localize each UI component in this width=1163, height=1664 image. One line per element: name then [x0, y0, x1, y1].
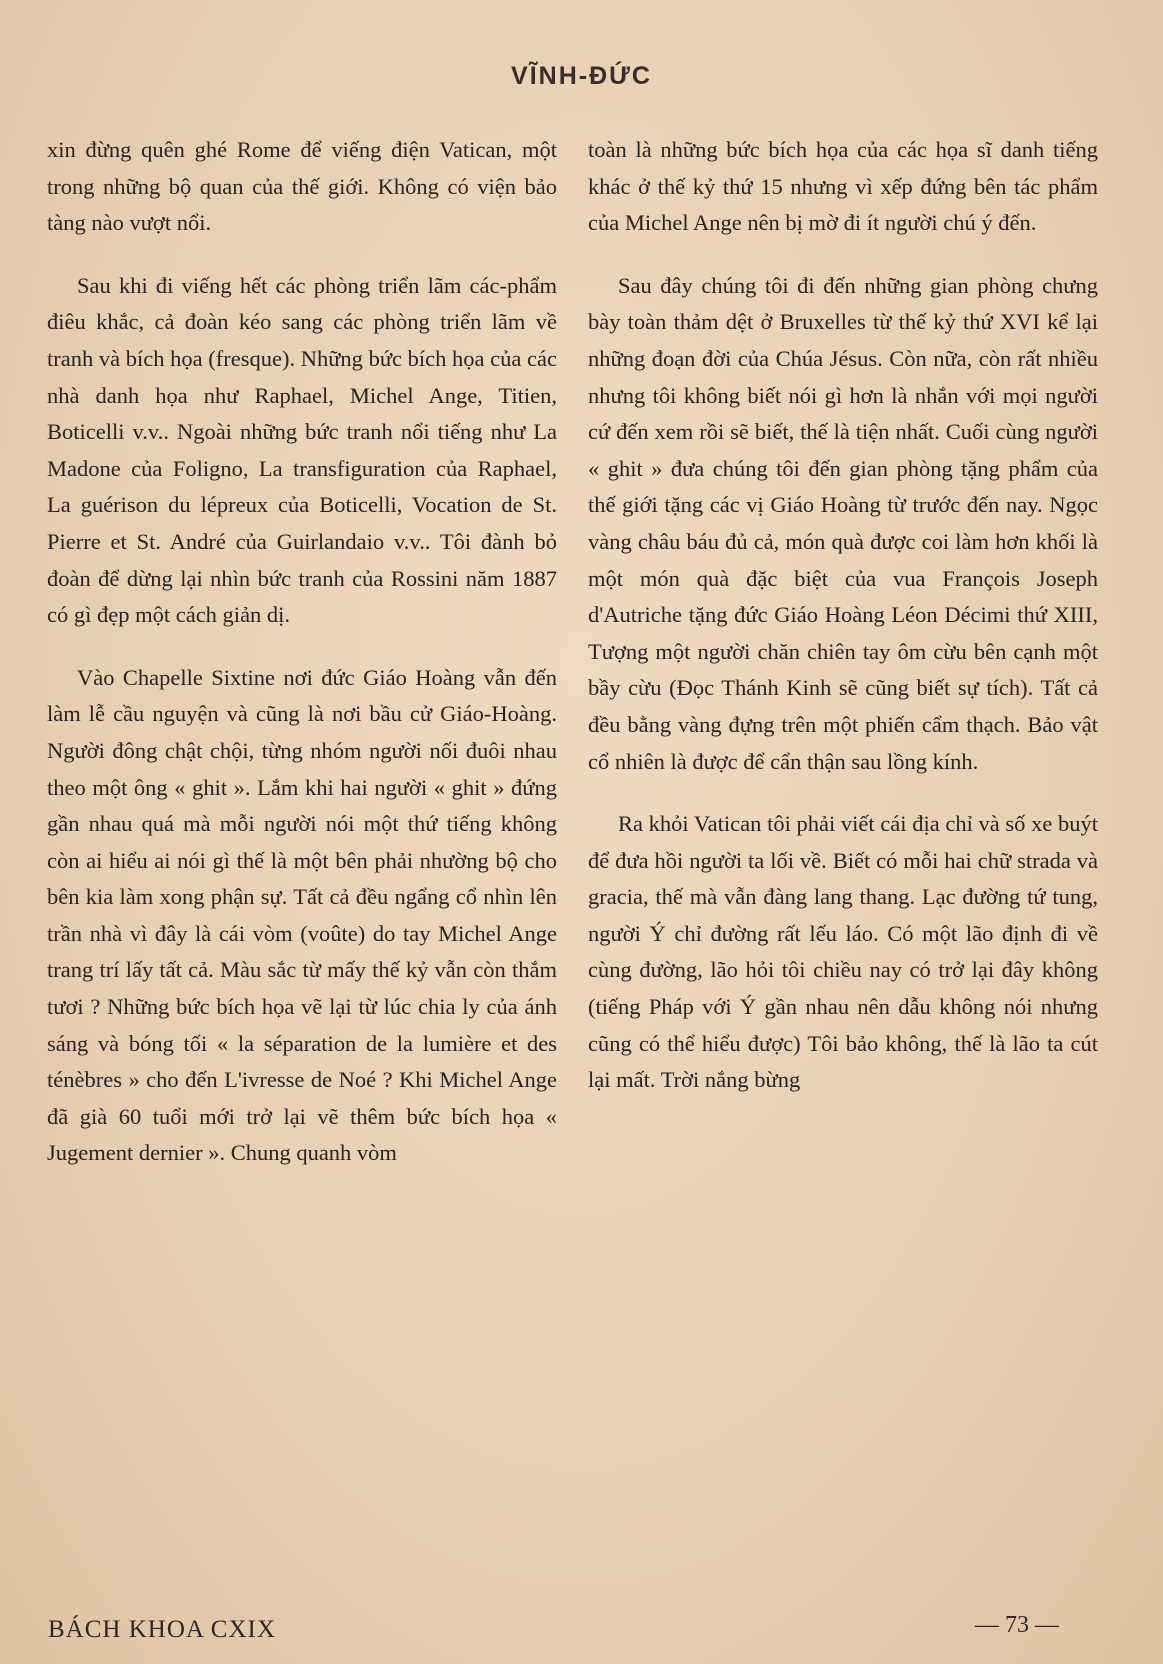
paragraph: xin đừng quên ghé Rome để viếng điện Vatican, một trong những bộ quan của thế giới. Không có viện bảo tàng nào vượt nổi. [47, 137, 557, 236]
paragraph: toàn là những bức bích họa của các họa sĩ danh tiếng khác ở thế kỷ thứ 15 nhưng vì xếp đứng bên tác phẩm của Michel Ange nên bị mờ đi ít người chú ý đến. [588, 137, 1098, 236]
paragraph: Sau đây chúng tôi đi đến những gian phòng chưng bày toàn thảm dệt ở Bruxelles từ thế kỷ thứ XVI kể lại những đoạn đời của Chúa Jésus. Còn nữa, còn rất nhiều nhưng tôi không biết nói gì hơn là nhắn với mọi người cứ đến xem rồi sẽ biết, thế là tiện nhất. Cuối cùng người « ghit » đưa chúng tôi đến gian phòng tặng phẩm của thế giới tặng các vị Giáo Hoàng từ trước đến nay. Ngọc vàng châu báu đủ cả, món quà được coi làm hơn khối là một món quà đặc biệt của vua François Joseph d'Autriche tặng đức Giáo Hoàng Léon Décimi thứ XIII, Tượng một người chăn chiên tay ôm cừu bên cạnh một bầy cừu (Đọc Thánh Kinh sẽ cũng biết sự tích). Tất cả đều bằng vàng đựng trên một phiến cẩm thạch. Bảo vật cổ nhiên là được để cẩn thận sau lồng kính. [588, 272, 1098, 774]
publication-footer: BÁCH KHOA CXIX [48, 1616, 276, 1643]
running-header: VĨNH-ĐỨC [511, 62, 652, 90]
right-column [588, 132, 1098, 1125]
paragraph: Vào Chapelle Sixtine nơi đức Giáo Hoàng vẫn đến làm lễ cầu nguyện và cũng là nơi bầu cử Giáo-Hoàng. Người đông chật chội, từng nhóm người nối đuôi nhau theo một ông « ghit ». Lắm khi hai người « ghit » đứng gần nhau quá mà mỗi người nói một thứ tiếng không còn ai hiểu ai nói gì thế là một bên phải nhường bộ cho bên kia làm xong phận sự. Tất cả đều ngẩng cổ nhìn lên trần nhà vì đây là cái vòm (voûte) do tay Michel Ange trang trí lấy tất cả. Màu sắc từ mấy thế kỷ vẫn còn thắm tươi ? Những bức bích họa vẽ lại từ lúc chia ly của ánh sáng và bóng tối « la séparation de la lumière et des ténèbres » cho đến L'ivresse de Noé ? Khi Michel Ange đã già 60 tuổi mới trở lại vẽ thêm bức bích họa « Jugement dernier ». Chung quanh vòm [47, 664, 557, 1166]
paragraph: Ra khỏi Vatican tôi phải viết cái địa chỉ và số xe buýt để đưa hồi người ta lối về. Biết có mỗi hai chữ strada và gracia, thế mà vẫn đàng lang thang. Lạc đường tứ tung, người Ý chỉ đường rất lếu láo. Có một lão định đi về cùng đường, lão hỏi tôi chiều nay có trở lại đây không (tiếng Pháp với Ý gần nhau nên dẫu không nói nhưng cũng có thể hiểu được) Tôi bảo không, thế là lão ta cút lại mất. Trời nắng bừng [588, 811, 1098, 1093]
page-number: — 73 — [975, 1612, 1059, 1638]
paragraph: Sau khi đi viếng hết các phòng triển lãm các-phẩm điêu khắc, cả đoàn kéo sang các phòng triển lãm về tranh và bích họa (fresque). Những bức bích họa của các nhà danh họa như Raphael, Michel Ange, Titien, Boticelli v.v.. Ngoài những bức tranh nổi tiếng như La Madone của Foligno, La transfiguration của Raphael, La guérison du lépreux của Boticelli, Vocation de St. Pierre et St. André của Guirlandaio v.v.. Tôi đành bỏ đoàn để dừng lại nhìn bức tranh của Rossini năm 1887 có gì đẹp một cách giản dị. [47, 272, 557, 628]
left-column [47, 132, 557, 1198]
